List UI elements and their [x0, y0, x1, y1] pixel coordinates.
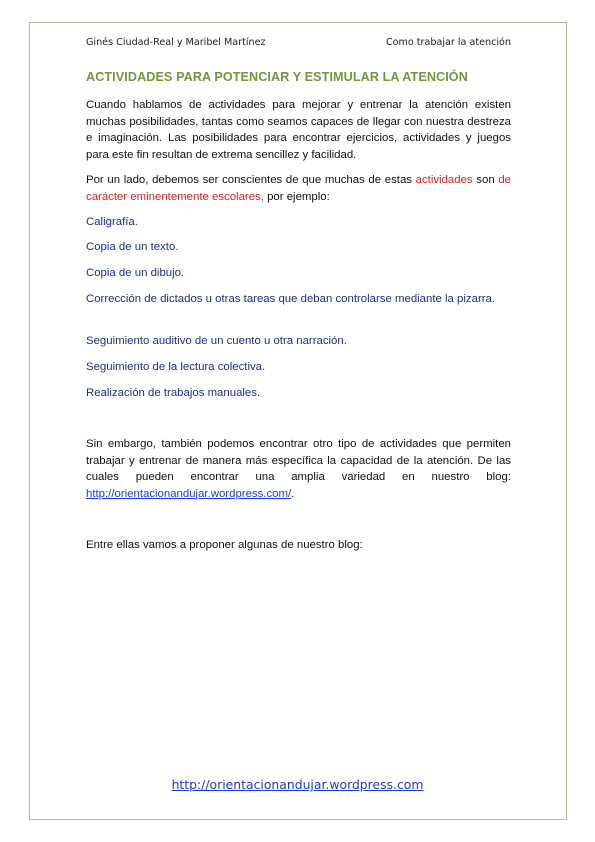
- header-document-title: Como trabajar la atención: [385, 37, 511, 48]
- header-authors: Ginés Ciudad-Real y Maribel Martínez: [86, 37, 266, 48]
- page-header: [86, 37, 511, 51]
- page-footer: [0, 777, 595, 792]
- highlight-school-character: de carácter eminentemente escolares,: [86, 174, 511, 203]
- highlight-activities: actividades: [415, 174, 473, 186]
- blog-paragraph-end: .: [291, 487, 295, 500]
- intro-paragraph: Cuando hablamos de actividades para mejorar y entrenar la atención existen muchas posibilidades, tantas como seamos capaces de llegar con nuestra destreza e imaginación. Las posibilidades para encontrar ejercicios, actividades y juegos para este fin resultan de extrema sencillez y facilidad.: [86, 99, 511, 161]
- blog-link[interactable]: http://orientacionandujar.wordpress.com/: [86, 487, 292, 500]
- schoolwork-text-3: por ejemplo:: [263, 190, 330, 203]
- closing-paragraph: Entre ellas vamos a proponer algunas de nuestro blog:: [86, 539, 363, 551]
- activity-item: Realización de trabajos manuales.: [86, 387, 261, 399]
- footer-blog-link[interactable]: http://orientacionandujar.wordpress.com: [171, 777, 424, 792]
- schoolwork-text-1: Por un lado, debemos ser conscientes de que muchas de estas: [86, 174, 416, 186]
- blog-paragraph-text: Sin embargo, también podemos encontrar otro tipo de actividades que permiten trabajar y entrenar de manera más específica la capacidad de la atención. De las cuales pueden encontrar una amplia variedad en nuestro blog:: [86, 438, 511, 484]
- activity-item: Copia de un texto.: [86, 241, 179, 253]
- blog-paragraph: [86, 436, 511, 502]
- schoolwork-paragraph: [86, 172, 511, 205]
- activity-item: Caligrafía.: [86, 216, 138, 228]
- activity-item: Seguimiento de la lectura colectiva.: [86, 361, 266, 373]
- activity-item: Corrección de dictados u otras tareas que deban controlarse mediante la pizarra.: [86, 293, 496, 305]
- section-title: ACTIVIDADES PARA POTENCIAR Y ESTIMULAR LA ATENCIÓN: [86, 70, 468, 84]
- activity-item: Seguimiento auditivo de un cuento u otra narración.: [86, 335, 347, 347]
- activity-item: Copia de un dibujo.: [86, 267, 185, 279]
- schoolwork-text-2: son: [472, 174, 499, 186]
